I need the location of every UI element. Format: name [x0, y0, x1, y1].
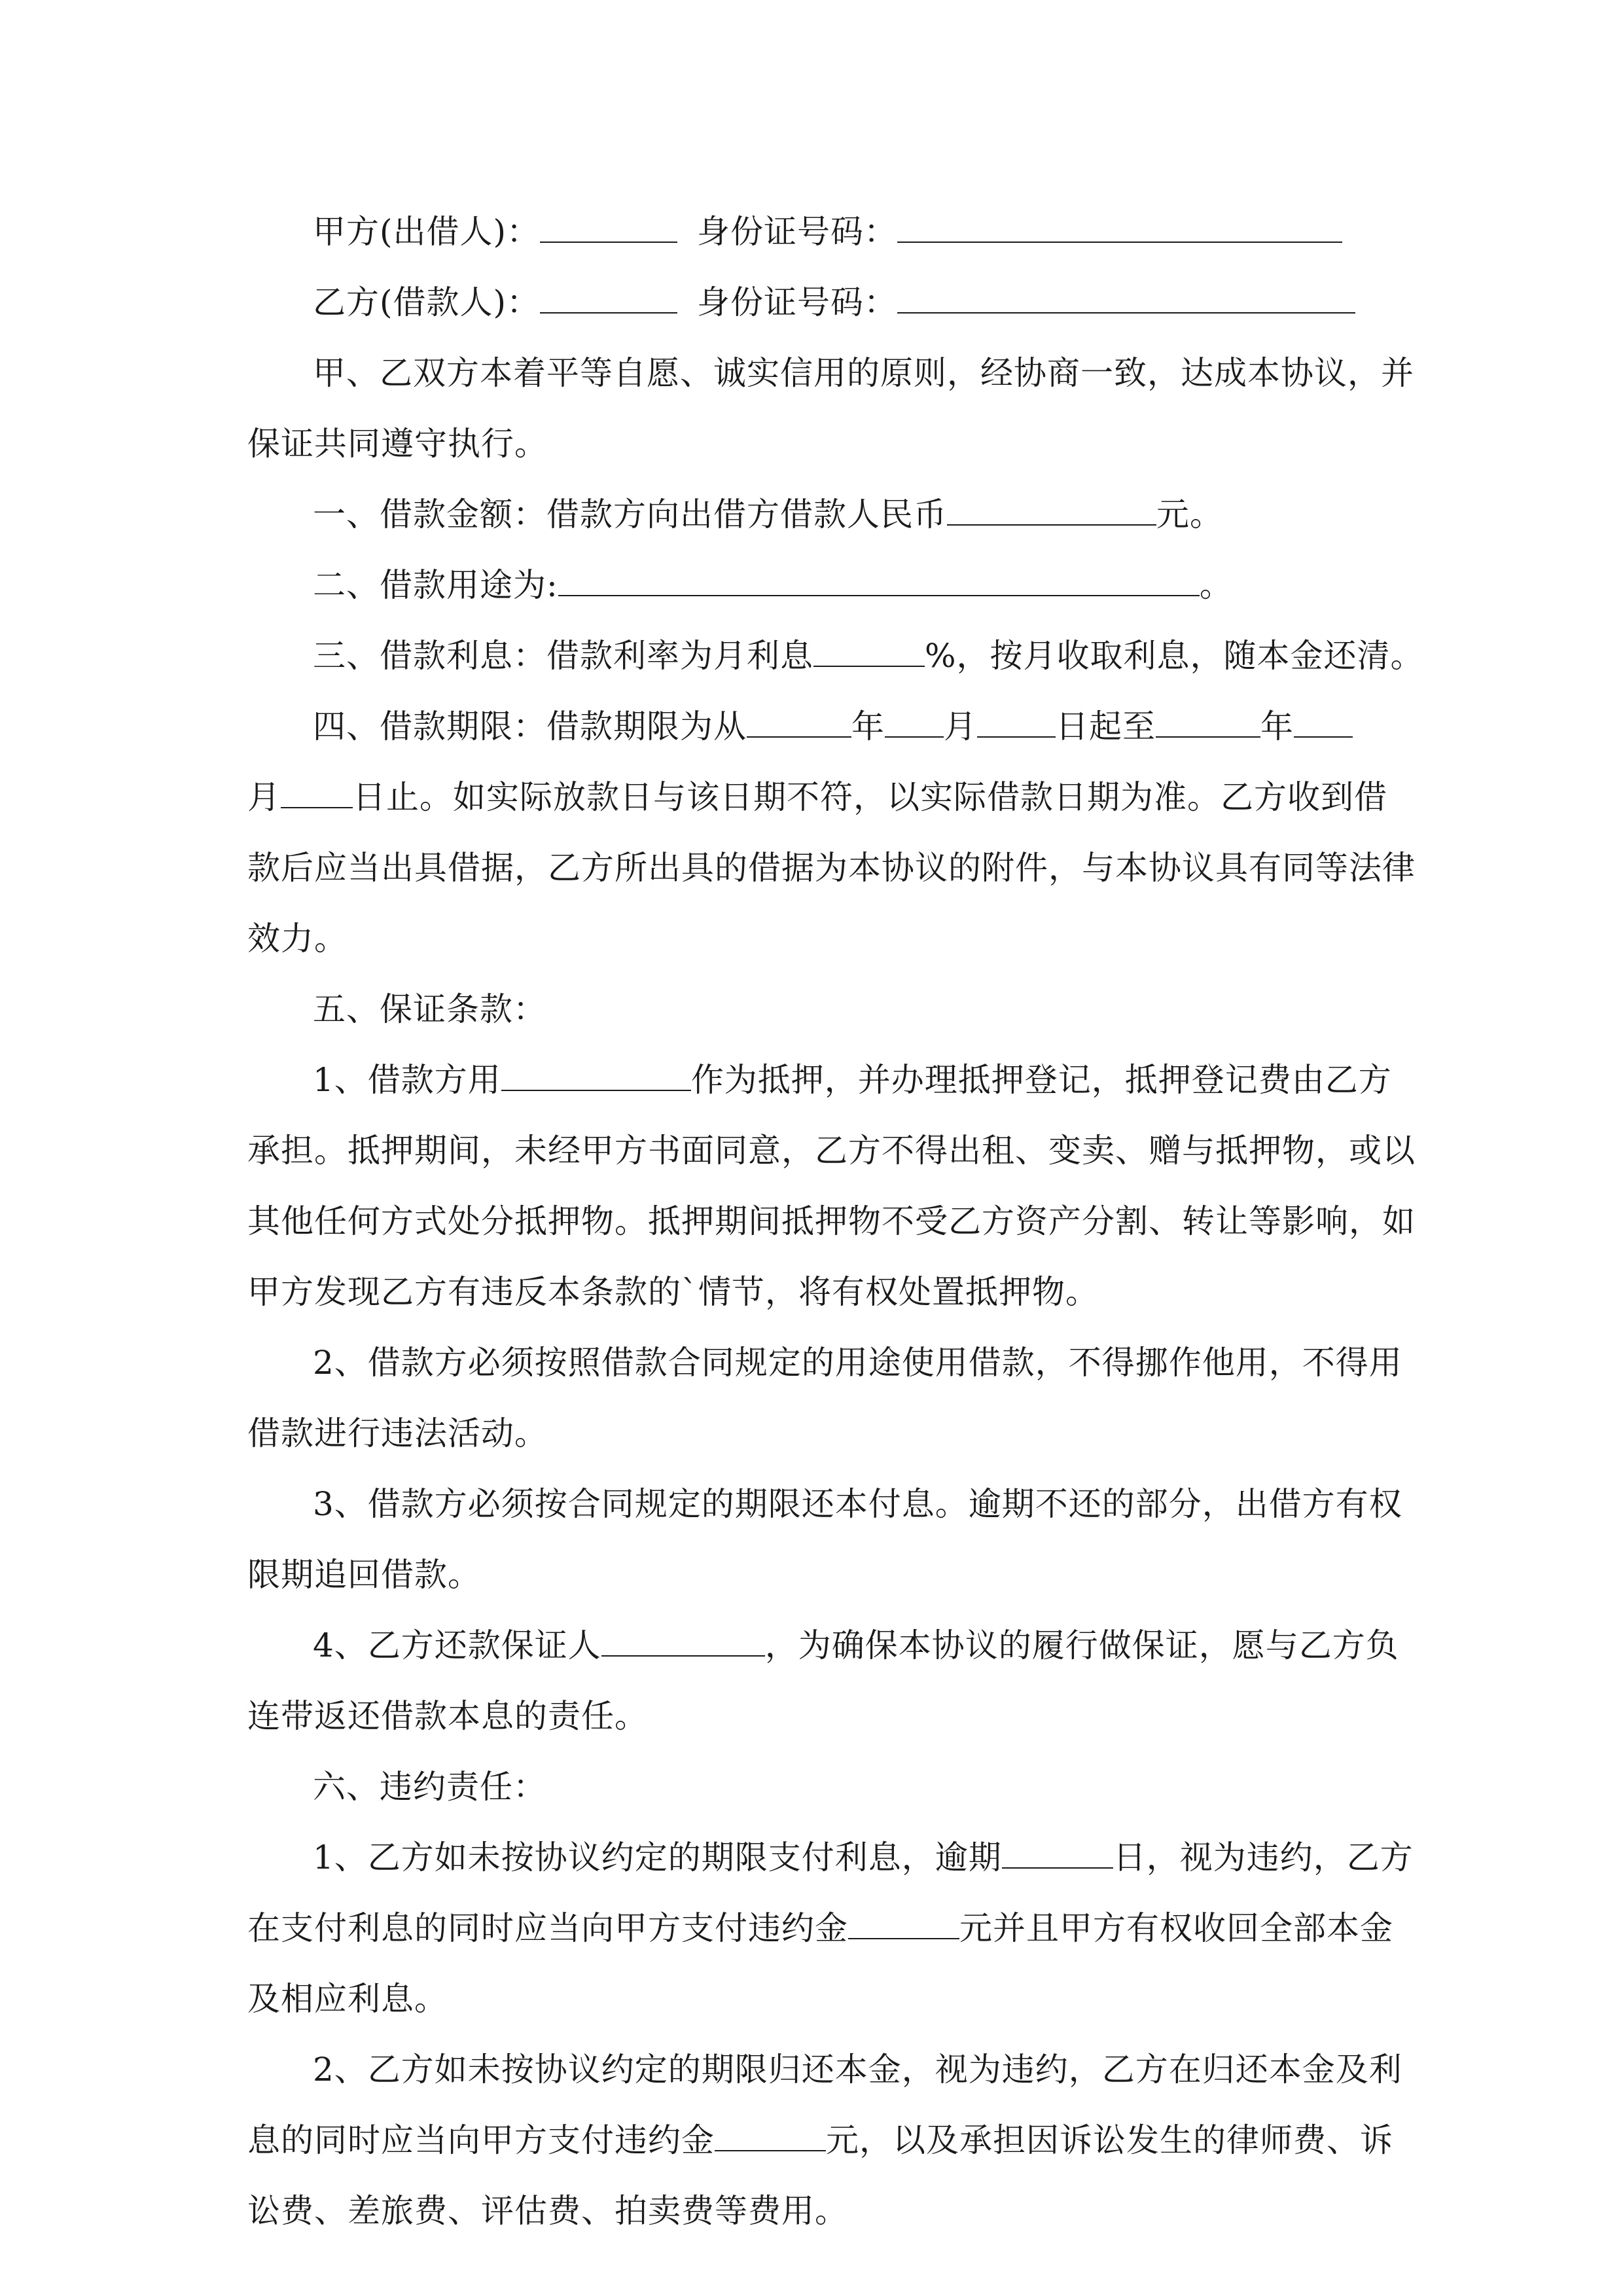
clause-4-line-4: 效力。: [247, 920, 348, 958]
party-a-name-blank[interactable]: [540, 211, 677, 243]
penalty-1-blank[interactable]: [848, 1908, 959, 1939]
end-day-blank[interactable]: [281, 777, 353, 808]
clause-2-purpose: [247, 550, 1380, 620]
party-b-id-blank[interactable]: [897, 282, 1355, 314]
end-month-label: 月: [247, 778, 281, 816]
clause-5-item-4-line-1: [247, 1610, 1399, 1681]
start-month-blank[interactable]: [885, 706, 944, 738]
clause-1-text: 一、借款金额：借款方向出借方借款人民币: [313, 495, 947, 533]
clause-6-item-2-line-2: [247, 2105, 1393, 2176]
clause-5-heading: 五、保证条款：: [313, 990, 546, 1028]
penalty-2-rest: 元，以及承担因诉讼发生的律师费、诉: [826, 2121, 1393, 2159]
penalty-1-rest: 元并且甲方有权收回全部本金: [959, 1909, 1393, 1947]
penalty-2-text: 息的同时应当向甲方支付违约金: [247, 2121, 715, 2159]
clause-5-item-1-line-4: 甲方发现乙方有违反本条款的`情节，将有权处置抵押物。: [247, 1273, 1099, 1311]
guarantor-rest: ，为确保本协议的履行做保证，愿与乙方负: [764, 1626, 1399, 1664]
party-a-line: [247, 196, 1380, 267]
overdue-interest-rest: 日，视为违约，乙方: [1113, 1839, 1414, 1876]
clause-3-text: 三、借款利息：借款利率为月利息: [313, 637, 813, 675]
guarantor-blank[interactable]: [601, 1625, 765, 1657]
loan-purpose-blank[interactable]: [558, 565, 1200, 596]
clause-4-line-2: [247, 762, 1387, 833]
end-month-blank[interactable]: [1294, 706, 1353, 738]
clause-1-amount: [247, 479, 1380, 550]
year-label: 年: [851, 708, 885, 745]
clause-3-interest: [247, 620, 1424, 691]
guarantor-text: 4、乙方还款保证人: [313, 1626, 601, 1664]
clause-2-end: 。: [1199, 566, 1233, 604]
party-b-id-label: 身份证号码：: [697, 283, 898, 321]
clause-6-item-1-line-3: 及相应利息。: [247, 1980, 448, 2018]
clause-6-item-2-line-3: 讼费、差旅费、评估费、拍卖费等费用。: [247, 2192, 848, 2230]
collateral-rest: 作为抵押，并办理抵押登记，抵押登记费由乙方: [690, 1061, 1392, 1099]
clause-6-heading: 六、违约责任：: [313, 1768, 546, 1806]
contract-body: [247, 196, 1424, 2246]
clause-4-text: 四、借款期限：借款期限为从: [313, 708, 747, 745]
clause-5-item-1-line-3: 其他任何方式处分抵押物。抵押期间抵押物不受乙方资产分割、转让等影响，如: [247, 1202, 1416, 1240]
party-b-line: [247, 267, 1380, 338]
party-a-id-blank[interactable]: [897, 211, 1342, 243]
party-a-label: 甲方(出借人)：: [313, 213, 541, 251]
clause-5-item-2-line-2: 借款进行违法活动。: [247, 1414, 548, 1452]
clause-4-line-3: 款后应当出具借据，乙方所出具的借据为本协议的附件，与本协议具有同等法律: [247, 849, 1416, 887]
clause-6-item-2-line-1: 2、乙方如未按协议约定的期限归还本金，视为违约，乙方在归还本金及利: [313, 2051, 1402, 2089]
clause-1-unit: 元。: [1156, 495, 1223, 533]
collateral-text: 1、借款方用: [313, 1061, 501, 1099]
clause-4-line-1: [247, 691, 1380, 762]
clause-3-rest: %，按月收取利息，随本金还清。: [925, 637, 1424, 675]
start-year-blank[interactable]: [747, 706, 851, 738]
clause-6-item-1-line-2: [247, 1893, 1393, 1964]
clause-5-item-1-line-2: 承担。抵押期间，未经甲方书面同意，乙方不得出租、变卖、赠与抵押物，或以: [247, 1132, 1416, 1170]
clause-5-item-1-line-1: [247, 1045, 1392, 1115]
month-label: 月: [944, 708, 977, 745]
day-to-label: 日起至: [1056, 708, 1156, 745]
end-year-label: 年: [1260, 708, 1294, 745]
preamble-line-2: 保证共同遵守执行。: [247, 425, 548, 463]
penalty-1-text: 在支付利息的同时应当向甲方支付违约金: [247, 1909, 848, 1947]
penalty-2-blank[interactable]: [715, 2120, 826, 2151]
clause-2-text: 二、借款用途为:: [313, 566, 558, 604]
loan-amount-blank[interactable]: [947, 494, 1156, 526]
clause-6-item-1-line-1: [247, 1822, 1414, 1893]
clause-5-item-3-line-2: 限期追回借款。: [247, 1556, 481, 1594]
party-b-label: 乙方(借款人)：: [313, 283, 541, 321]
end-year-blank[interactable]: [1156, 706, 1260, 738]
clause-5-item-4-line-2: 连带返还借款本息的责任。: [247, 1697, 648, 1735]
overdue-interest-text: 1、乙方如未按协议约定的期限支付利息，逾期: [313, 1839, 1002, 1876]
clause-5-item-3-line-1: 3、借款方必须按合同规定的期限还本付息。逾期不还的部分，出借方有权: [313, 1485, 1402, 1523]
clause-4-line-2-text: 日止。如实际放款日与该日期不符，以实际借款日期为准。乙方收到借: [353, 778, 1387, 816]
collateral-blank[interactable]: [501, 1060, 691, 1091]
overdue-days-blank[interactable]: [1002, 1837, 1113, 1869]
interest-rate-blank[interactable]: [813, 636, 925, 667]
clause-5-item-2-line-1: 2、借款方必须按照借款合同规定的用途使用借款，不得挪作他用，不得用: [313, 1344, 1402, 1382]
party-b-name-blank[interactable]: [540, 282, 677, 314]
preamble-line-1: 甲、乙双方本着平等自愿、诚实信用的原则，经协商一致，达成本协议，并: [313, 354, 1414, 392]
start-day-blank[interactable]: [977, 706, 1056, 738]
party-a-id-label: 身份证号码：: [697, 213, 898, 251]
